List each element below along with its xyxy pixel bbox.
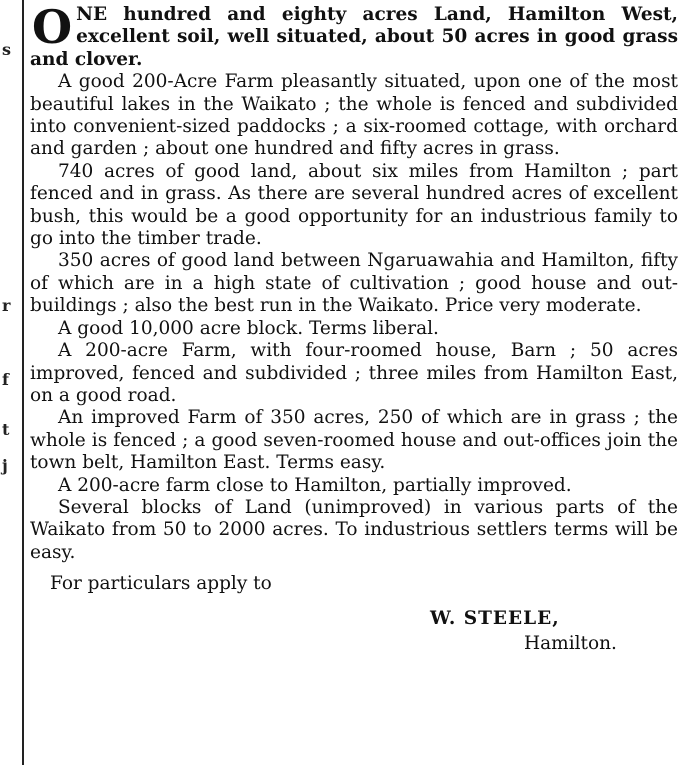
ad-paragraph-1 [30, 0, 678, 71]
ad-paragraph-3: 740 acres of good land, about six miles from Hamilton ; part fenced and in grass. As there are several hundred acres of excellent bush, this would be a good opportunity for an industrious family to go into the timber trade. [30, 160, 678, 250]
ad-paragraph-4: 350 acres of good land between Ngaruawahia and Hamilton, fifty of which are in a high state of cultivation ; good house and out-buildings ; also the best run in the Waikato. Price very moderate. [30, 250, 678, 317]
margin-fragment: r [2, 296, 11, 315]
signature-name: W. STEELE, [430, 608, 560, 630]
ad-paragraph-2: A good 200-Acre Farm pleasantly situated, upon one of the most beautiful lakes in the Waikato ; the whole is fenced and subdivided into convenient-sized paddocks ; a six-roomed cottage, with orchard and garden ; about one hundred and fifty acres in grass. [30, 71, 678, 160]
ad-paragraph-5: A good 10,000 acre block. Terms liberal. [58, 317, 439, 339]
ad-paragraph-text: NE hundred and eighty acres Land, Hamilton West, excellent soil, well situated, about 50 acres in good grass and clover. [30, 4, 678, 70]
signature-place: Hamilton. [524, 633, 617, 655]
apply-line: For particulars apply to [50, 573, 272, 595]
column-rule [22, 0, 24, 765]
ad-paragraph-7: An improved Farm of 350 acres, 250 of which are in grass ; the whole is fenced ; a good seven-roomed house and out-offices join the town belt, Hamilton East. Terms easy. [30, 407, 678, 474]
ad-paragraph-9: Several blocks of Land (unimproved) in various parts of the Waikato from 50 to 2000 acres. To industrious settlers terms will be easy. [30, 496, 678, 563]
margin-fragment: t [2, 420, 10, 439]
drop-cap: O [32, 0, 73, 54]
land-advertisement [30, 0, 678, 765]
ad-paragraph-8: A 200-acre farm close to Hamilton, partially improved. [58, 474, 572, 496]
margin-fragment: j [2, 456, 8, 475]
margin-fragment: s [2, 40, 12, 59]
ad-paragraph-6: A 200-acre Farm, with four-roomed house, Barn ; 50 acres improved, fenced and subdivided ; three miles from Hamilton East, on a good road. [30, 340, 678, 406]
margin-fragment: f [2, 370, 9, 389]
